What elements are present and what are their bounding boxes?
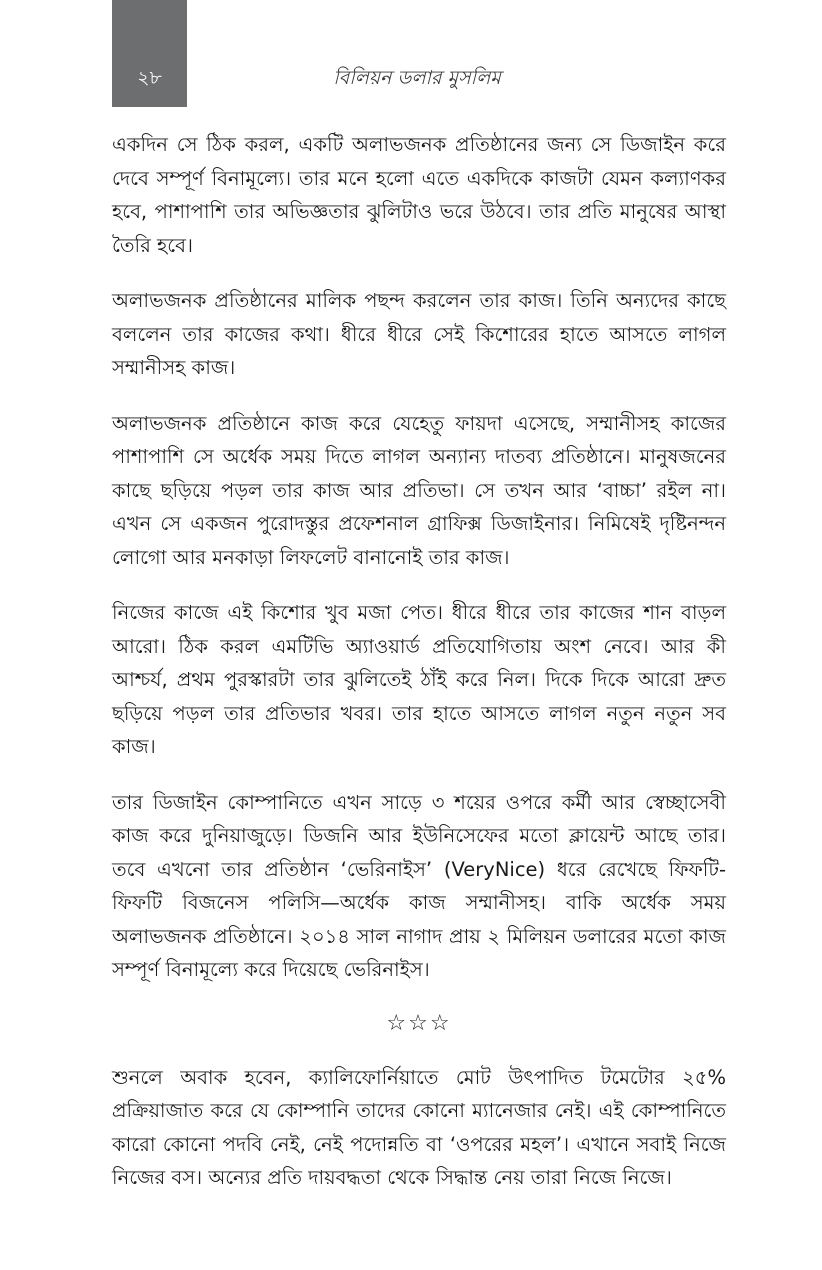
paragraph: অলাভজনক প্রতিষ্ঠানের মালিক পছন্দ করলেন তার কাজ। তিনি অন্যদের কাছে বললেন তার কাজের কথা। ধীরে ধীরে সেই কিশোরের হাতে আসতে লাগল সম্মানীসহ কাজ। (112, 289, 726, 379)
page-number: ২৮ (137, 67, 162, 89)
paragraph: তার ডিজাইন কোম্পানিতে এখন সাড়ে ৩ শয়ের ওপরে কর্মী আর স্বেচ্ছাসেবী কাজ করে দুনিয়াজুড়ে। ডিজনি আর ইউনিসেফের মতো ক্লায়েন্ট আছে তার। তবে এখনো তার প্রতিষ্ঠান ‘ভেরিনাইস’ (VeryNice) ধরে রেখেছে ফিফটি-ফিফটি বিজনেস পলিসি—অর্ধেক কাজ সম্মানীসহ। বাকি অর্ধেক সময় অলাভজনক প্রতিষ্ঠানে। ২০১৪ সাল নাগাদ প্রায় ২ মিলিয়ন ডলারের মতো কাজ সম্পূর্ণ বিনামূল্যে করে দিয়েছে ভেরিনাইস। (112, 790, 726, 981)
body-text (112, 128, 726, 1217)
page-number-tab (112, 0, 187, 107)
running-title: বিলিয়ন ডলার মুসলিম (333, 67, 501, 89)
paragraph: নিজের কাজে এই কিশোর খুব মজা পেত। ধীরে ধীরে তার কাজের শান বাড়ল আরো। ঠিক করল এমটিভি অ্যাওয়ার্ড প্রতিযোগিতায় অংশ নেবে। আর কী আশ্চর্য, প্রথম পুরস্কারটা তার ঝুলিতেই ঠাঁই করে নিল। দিকে দিকে আরো দ্রুত ছড়িয়ে পড়ল তার প্রতিভার খবর। তার হাতে আসতে লাগল নতুন নতুন সব কাজ। (112, 601, 726, 758)
paragraph: একদিন সে ঠিক করল, একটি অলাভজনক প্রতিষ্ঠানের জন্য সে ডিজাইন করে দেবে সম্পূর্ণ বিনামূল্যে। তার মনে হলো এতে একদিকে কাজটা যেমন কল্যাণকর হবে, পাশাপাশি তার অভিজ্ঞতার ঝুলিটাও ভরে উঠবে। তার প্রতি মানুষের আস্থা তৈরি হবে। (112, 133, 726, 257)
section-separator-stars: ☆☆☆ (386, 1010, 452, 1036)
paragraph: অলাভজনক প্রতিষ্ঠানে কাজ করে যেহেতু ফায়দা এসেছে, সম্মানীসহ কাজের পাশাপাশি সে অর্ধেক সময় দিতে লাগল অন্যান্য দাতব্য প্রতিষ্ঠানে। মানুষজনের কাছে ছড়িয়ে পড়ল তার কাজ আর প্রতিভা। সে তখন আর ‘বাচ্চা’ রইল না। এখন সে একজন পুরোদস্তুর প্রফেশনাল গ্রাফিক্স ডিজাইনার। নিমিষেই দৃষ্টিনন্দন লোগো আর মনকাড়া লিফলেট বানানোই তার কাজ। (112, 411, 726, 569)
paragraph: শুনলে অবাক হবেন, ক্যালিফোর্নিয়াতে মোট উৎপাদিত টমেটোর ২৫% প্রক্রিয়াজাত করে যে কোম্পানি তাদের কোনো ম্যানেজার নেই। এই কোম্পানিতে কারো কোনো পদবি নেই, নেই পদোন্নতি বা ‘ওপরের মহল’। এখানে সবাই নিজে নিজের বস। অন্যের প্রতি দায়বদ্ধতা থেকে সিদ্ধান্ত নেয় তারা নিজে নিজে। (112, 1065, 726, 1189)
